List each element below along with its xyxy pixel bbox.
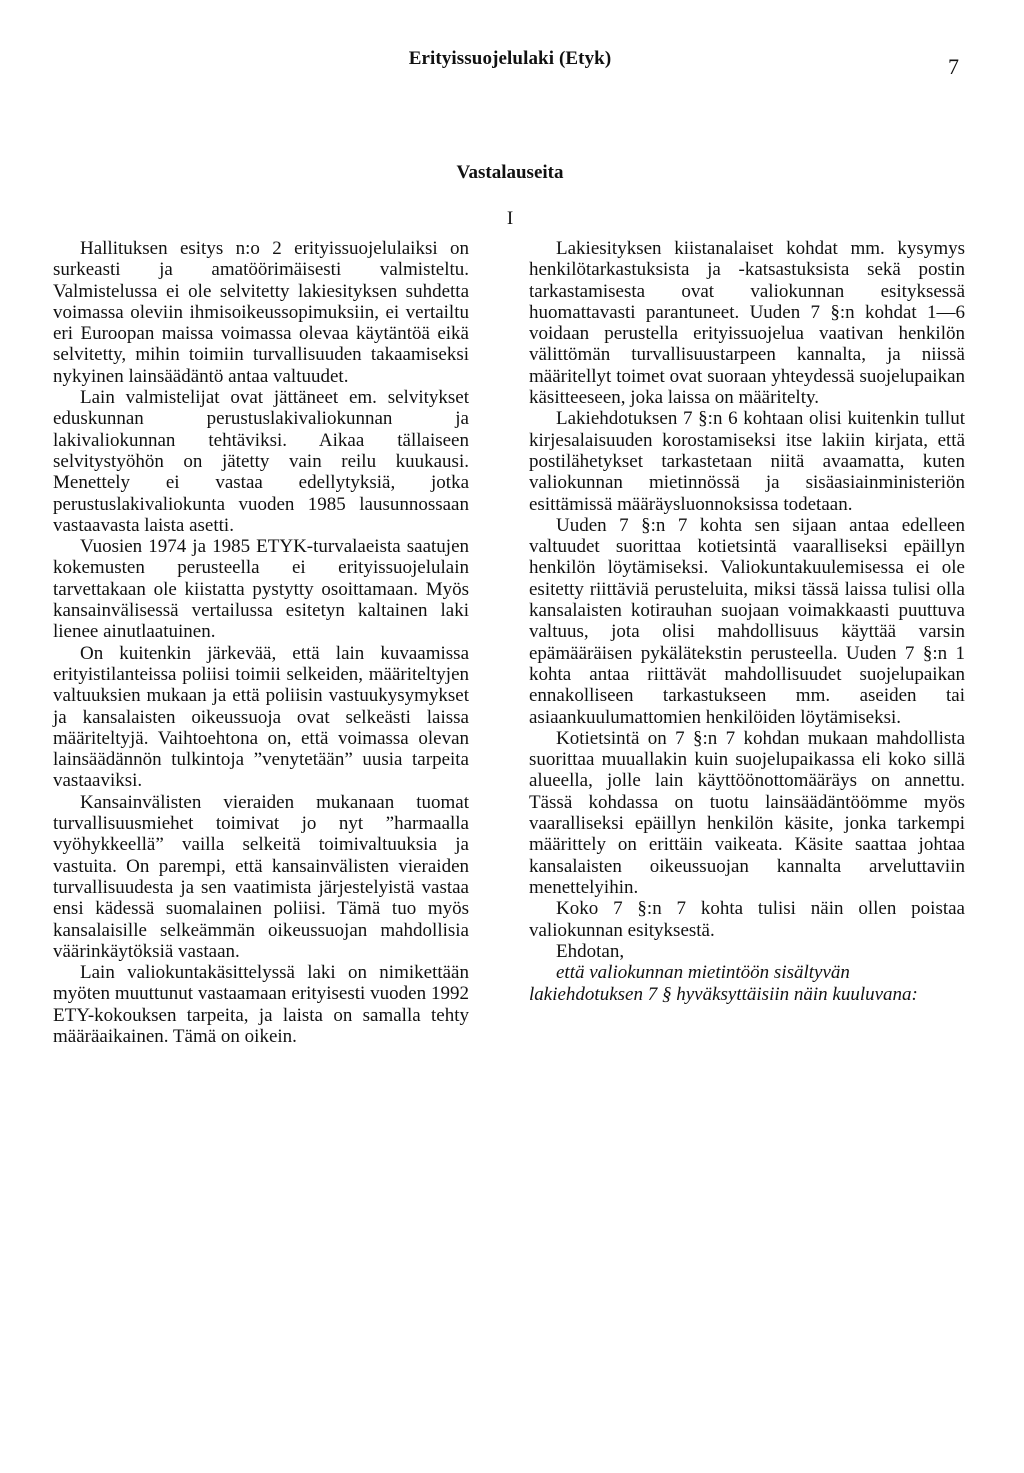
right-paragraph-5: Koko 7 §:n 7 kohta tulisi näin ollen poistaa valiokunnan esityksestä. [529,898,965,941]
section-roman-numeral: I [506,208,514,229]
proposal-text: että valiokunnan mietintöön sisältyvän lakiehdotuksen 7 § hyväksyttäisiin näin kuuluvana: [529,962,918,1005]
section-title: Vastalauseita [456,162,564,183]
right-paragraph-6: Ehdotan, [556,940,625,962]
right-paragraph-4: Kotietsintä on 7 §:n 7 kohdan mukaan mahdollista suorittaa muuallakin kuin suojelupaikassa eli koko sillä alueella, jolle lain käyttöönottomääräys on annettu. Tässä kohdassa on tuotu lainsäädäntöömme myös vaaralliseksi epäillyn henkilön käsite, jonka tarkempi määrittely on erittäin vaikeata. Käsite saattaa johtaa kansalaisten oikeussuojan kannalta arveluttaviin menettelyihin. [529,727,965,898]
page-number: 7 [948,54,959,79]
left-paragraph-6: Lain valiokuntakäsittelyssä laki on nimikettään myöten muuttunut vastaamaan erityisesti vuoden 1992 ETY-kokouksen tarpeita, ja laista on samalla tehty määräaikainen. Tämä on oikein. [53,962,469,1047]
left-column [53,238,469,1047]
running-head-title: Erityissuojelulaki (Etyk) [408,48,612,69]
right-column [529,238,965,1005]
left-paragraph-4: On kuitenkin järkevää, että lain kuvaamissa erityistilanteissa poliisi toimii selkeiden, määriteltyjen valtuuksien mukaan ja että poliisin vastuukysymykset ja kansalaisten oikeussuoja ovat selkeästi laissa määriteltyjä. Vaihtoehtona on, että voimassa olevan lainsäädännön tulkintoja ”venytetään” uusia tarpeita vastaaviksi. [53,642,469,792]
left-paragraph-5: Kansainvälisten vieraiden mukanaan tuomat turvallisuusmiehet toimivat jo nyt ”harmaalla vyöhykkeellä” vailla selkeitä toimivaltuuksia ja vastuita. On parempi, että kansainvälisten vieraiden turvallisuudesta ja sen vaatimista järjestelyistä vastaa ensi kädessä suomalainen poliisi. Tämä tuo myös kansalaisille selkeämmän oikeussuojan mahdollisia väärinkäytöksiä vastaan. [53,791,469,962]
left-paragraph-1: Hallituksen esitys n:o 2 erityissuojelulaiksi on surkeasti ja amatöörimäisesti valmisteltu. Valmistelussa ei ole selvitetty lakiesityksen suhdetta voimassa oleviin ihmisoikeussopimuksiin, ei vertailtu eri Euroopan maissa voimassa olevaa käytäntöä eikä selvitetty, mihin toimiin turvallisuuden takaamiseksi nykyinen lainsäädäntö antaa valtuudet. [53,238,469,387]
right-paragraph-1: Lakiesityksen kiistanalaiset kohdat mm. kysymys henkilötarkastuksista ja -katsastuksista sekä postin tarkastamisesta ovat valiokunnan esityksessä huomattavasti parantuneet. Uuden 7 §:n kohdat 1—6 voidaan perustella erityissuojelua vaativan henkilön välittömän turvallisuustarpeen kannalta, ja niissä määritellyt toimet ovat suoraan yhteydessä suojelupaikan käsitteeseen, joka laissa on määritelty. [529,238,965,409]
left-paragraph-3: Vuosien 1974 ja 1985 ETYK-turvalaeista saatujen kokemusten perusteella ei erityissuojelulain tarvettakaan ole kiistatta pystytty osoittamaan. Myös kansainvälisessä vertailussa esitetyn kaltainen laki lienee ainutlaatuinen. [53,536,469,643]
right-paragraph-2: Lakiehdotuksen 7 §:n 6 kohtaan olisi kuitenkin tullut kirjesalaisuuden korostamiseksi itse lakiin kirjata, että postilähetykset tarkastetaan niitä avaamatta, kuten valiokunnan mietinnössä ja sisäasiainministeriön esittämissä määräysluonnoksissa todetaan. [529,408,965,515]
right-paragraph-3: Uuden 7 §:n 7 kohta sen sijaan antaa edelleen valtuudet suorittaa kotietsintä vaaralliseksi epäillyn henkilön löytämiseksi. Valiokuntakuulemisessa ei ole esitetty riittäviä perusteluita, miksi tässä laissa tulisi olla kansalaisten kotirauhan suojaan voimakkaasti puuttuva valtuus, jota olisi mahdollisuus käyttää varsin epämääräisen pykälätekstin perusteella. Uuden 7 §:n 1 kohta antaa riittävät mahdollisuudet suojelupaikan ennakolliseen tarkastukseen mm. aseiden tai asiaankuulumattomien henkilöiden löytämiseksi. [529,514,965,728]
left-paragraph-2: Lain valmistelijat ovat jättäneet em. selvitykset eduskunnan perustuslakivaliokunnan ja lakivaliokunnan tehtäviksi. Aikaa tällaiseen selvitystyöhön on jätetty vain reilu kuukausi. Menettely ei vastaa edellytyksiä, jotka perustuslakivaliokunta vuoden 1985 lausunnossaan vastaavasta laista asetti. [53,387,469,536]
